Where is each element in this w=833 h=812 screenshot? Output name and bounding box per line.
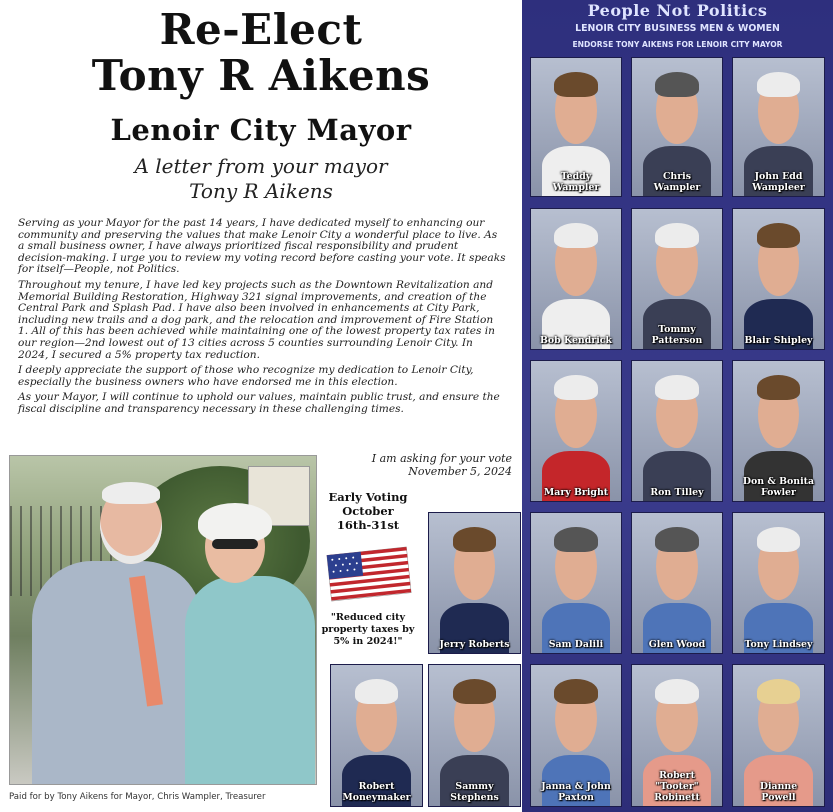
endorser-name-line-1: Tommy	[658, 324, 696, 335]
endorser-hair	[554, 527, 597, 552]
endorser-tile	[732, 664, 825, 807]
endorser-name-line-2: Powell	[761, 792, 796, 803]
endorser-name	[331, 781, 422, 803]
endorser-tile	[428, 664, 521, 807]
early-voting-line-3: 16th-31st	[336, 518, 400, 532]
endorser-name	[632, 639, 722, 650]
endorser-name-line-1: Robert	[659, 770, 695, 781]
endorser-name-line-1: Sam Dalili	[548, 639, 604, 650]
reduced-taxes-quote	[314, 612, 422, 648]
photo-man-suit	[32, 561, 202, 785]
early-voting-notice	[318, 490, 418, 532]
endorser-name-line-2: Stephens	[450, 792, 499, 803]
endorser-name	[531, 171, 621, 193]
headline-re-elect: Re-Elect	[159, 5, 363, 54]
endorser-name	[733, 476, 824, 498]
endorser-name	[429, 781, 520, 803]
endorser-tile	[732, 512, 825, 654]
photo-woman-hair	[198, 503, 272, 543]
endorser-tile	[631, 208, 723, 350]
endorser-tile	[530, 664, 622, 807]
endorser-name-line-2: Paxton	[558, 792, 594, 803]
endorser-tile	[428, 512, 521, 654]
endorser-tile	[631, 360, 723, 502]
endorser-hair	[655, 527, 698, 552]
endorser-name	[733, 781, 824, 803]
letter-paragraph-2: Throughout my tenure, I have led key projects such as the Downtown Revitalization and Memorial Building Restoration, Highway 321 signal improvements, and creation of the Central Park and Splash Pad. I have also been involved in enhancements at City Park, including new trails and a dog park, and the relocation and improvement of Fire Station 1. All of this has been achieved while maintaining one of the lowest property tax rates in our region—2nd lowest out of 13 cities across 5 counties surrounding Lenoir City. In 2024, I secured a 5% property tax reduction.	[18, 278, 495, 361]
endorser-hair	[655, 679, 698, 704]
endorser-name-line-2: Fowler	[761, 487, 796, 498]
endorser-hair	[554, 375, 597, 400]
endorser-name-line-1: Bob Kendrick	[540, 335, 612, 346]
endorser-hair	[757, 223, 801, 248]
paid-for-disclaimer: Paid for by Tony Aikens for Mayor, Chris Wampler, Treasurer	[9, 792, 266, 802]
endorser-hair	[554, 223, 597, 248]
endorser-name	[531, 781, 621, 803]
endorser-name	[632, 324, 722, 346]
endorser-name-line-1: Don & Bonita	[742, 476, 815, 487]
photo-woman-sunglasses	[212, 539, 258, 549]
endorser-name-line-1: Teddy	[560, 171, 592, 182]
banner-title: People Not Politics	[587, 1, 768, 20]
reduced-taxes-line-3: 5% in 2024!"	[333, 636, 403, 647]
endorser-tile	[732, 208, 825, 350]
endorser-hair	[554, 72, 597, 97]
endorser-hair	[453, 527, 497, 552]
endorser-tile	[631, 512, 723, 654]
banner-endorse-line: ENDORSE TONY AIKENS FOR LENOIR CITY MAYOR	[572, 40, 783, 49]
letter-paragraph-1: Serving as your Mayor for the past 14 years, I have dedicated myself to enhancing our community and preserving the values that make Lenoir City a wonderful place to live. As a small business owner, I have always prioritized fiscal responsibility and prudent decision-making. I urge you to review my voting record before casting your vote. It speaks for itself—People, not Politics.	[18, 217, 506, 276]
letter-paragraph-3: I deeply appreciate the support of those who recognize my dedication to Lenoir City, especially the business owners who have endorsed me in this election.	[18, 364, 474, 388]
endorser-name-line-1: Chris	[662, 171, 692, 182]
banner-subtitle: LENOIR CITY BUSINESS MEN & WOMEN	[575, 23, 780, 34]
endorser-name-line-2: Wampler	[653, 182, 701, 193]
endorser-name	[733, 171, 824, 193]
endorser-hair	[757, 679, 801, 704]
endorser-hair	[655, 223, 698, 248]
endorser-name-line-1: Sammy	[455, 781, 494, 792]
signoff-date: November 5, 2024	[408, 465, 512, 478]
reduced-taxes-line-1: "Reduced city	[330, 612, 406, 623]
endorser-name	[531, 639, 621, 650]
endorser-tile	[530, 360, 622, 502]
endorser-name-line-1: Ron Tilley	[650, 487, 704, 498]
endorser-hair	[757, 72, 801, 97]
endorser-hair	[453, 679, 497, 704]
endorser-name-line-2: Wampler	[552, 182, 600, 193]
endorser-tile	[732, 360, 825, 502]
endorser-tile	[530, 57, 622, 197]
endorser-hair	[757, 375, 801, 400]
endorser-name	[733, 639, 824, 650]
early-voting-line-1: Early Voting	[328, 490, 408, 504]
endorser-hair	[655, 375, 698, 400]
subhead-letter-intro: A letter from your mayor	[134, 154, 388, 178]
endorser-name	[531, 487, 621, 498]
endorser-name-line-2: Moneymaker	[342, 792, 411, 803]
endorser-hair	[554, 679, 597, 704]
endorser-tile	[330, 664, 423, 807]
endorser-name	[632, 770, 722, 803]
photo-woman-dress	[185, 576, 315, 785]
endorser-hair	[355, 679, 399, 704]
endorser-hair	[655, 72, 698, 97]
headline-candidate-name: Tony R Aikens	[91, 51, 431, 100]
candidate-couple-photo	[9, 455, 317, 785]
endorser-name	[733, 335, 824, 346]
endorser-hair	[757, 527, 801, 552]
letter-paragraph-4: As your Mayor, I will continue to uphold our values, maintain public trust, and ensure the fiscal discipline and transparency necessary in these challenging times.	[18, 391, 500, 415]
endorser-name	[429, 639, 520, 650]
endorser-name-line-1: Jerry Roberts	[439, 639, 510, 650]
endorser-name-line-1: Robert	[358, 781, 395, 792]
endorser-name	[632, 171, 722, 193]
letter-body	[18, 218, 506, 420]
signoff-ask: I am asking for your vote	[371, 452, 512, 465]
endorser-tile	[530, 208, 622, 350]
endorser-name-line-1: Mary Bright	[543, 487, 609, 498]
headline-office: Lenoir City Mayor	[110, 113, 412, 147]
endorser-tile	[631, 57, 723, 197]
endorser-name-line-1: Tony Lindsey	[744, 639, 813, 650]
reduced-taxes-line-2: property taxes by	[321, 624, 415, 635]
american-flag-icon	[325, 545, 413, 603]
endorser-name-line-2: "Tooter" Robinett	[654, 781, 700, 803]
endorser-name	[531, 335, 621, 346]
early-voting-line-2: October	[342, 504, 394, 518]
photo-man-hair	[102, 482, 160, 504]
endorser-name	[632, 487, 722, 498]
subhead-letter-author: Tony R Aikens	[189, 179, 333, 203]
endorser-tile	[530, 512, 622, 654]
endorser-name-line-2: Wampleer	[752, 182, 805, 193]
endorser-tile	[631, 664, 723, 807]
endorser-tile	[732, 57, 825, 197]
endorser-name-line-1: Janna & John	[541, 781, 611, 792]
endorser-name-line-1: Blair Shipley	[744, 335, 813, 346]
endorser-name-line-2: Patterson	[651, 335, 703, 346]
endorser-name-line-1: Glen Wood	[648, 639, 706, 650]
endorser-name-line-1: Dianne	[759, 781, 798, 792]
endorser-name-line-1: John Edd	[754, 171, 803, 182]
